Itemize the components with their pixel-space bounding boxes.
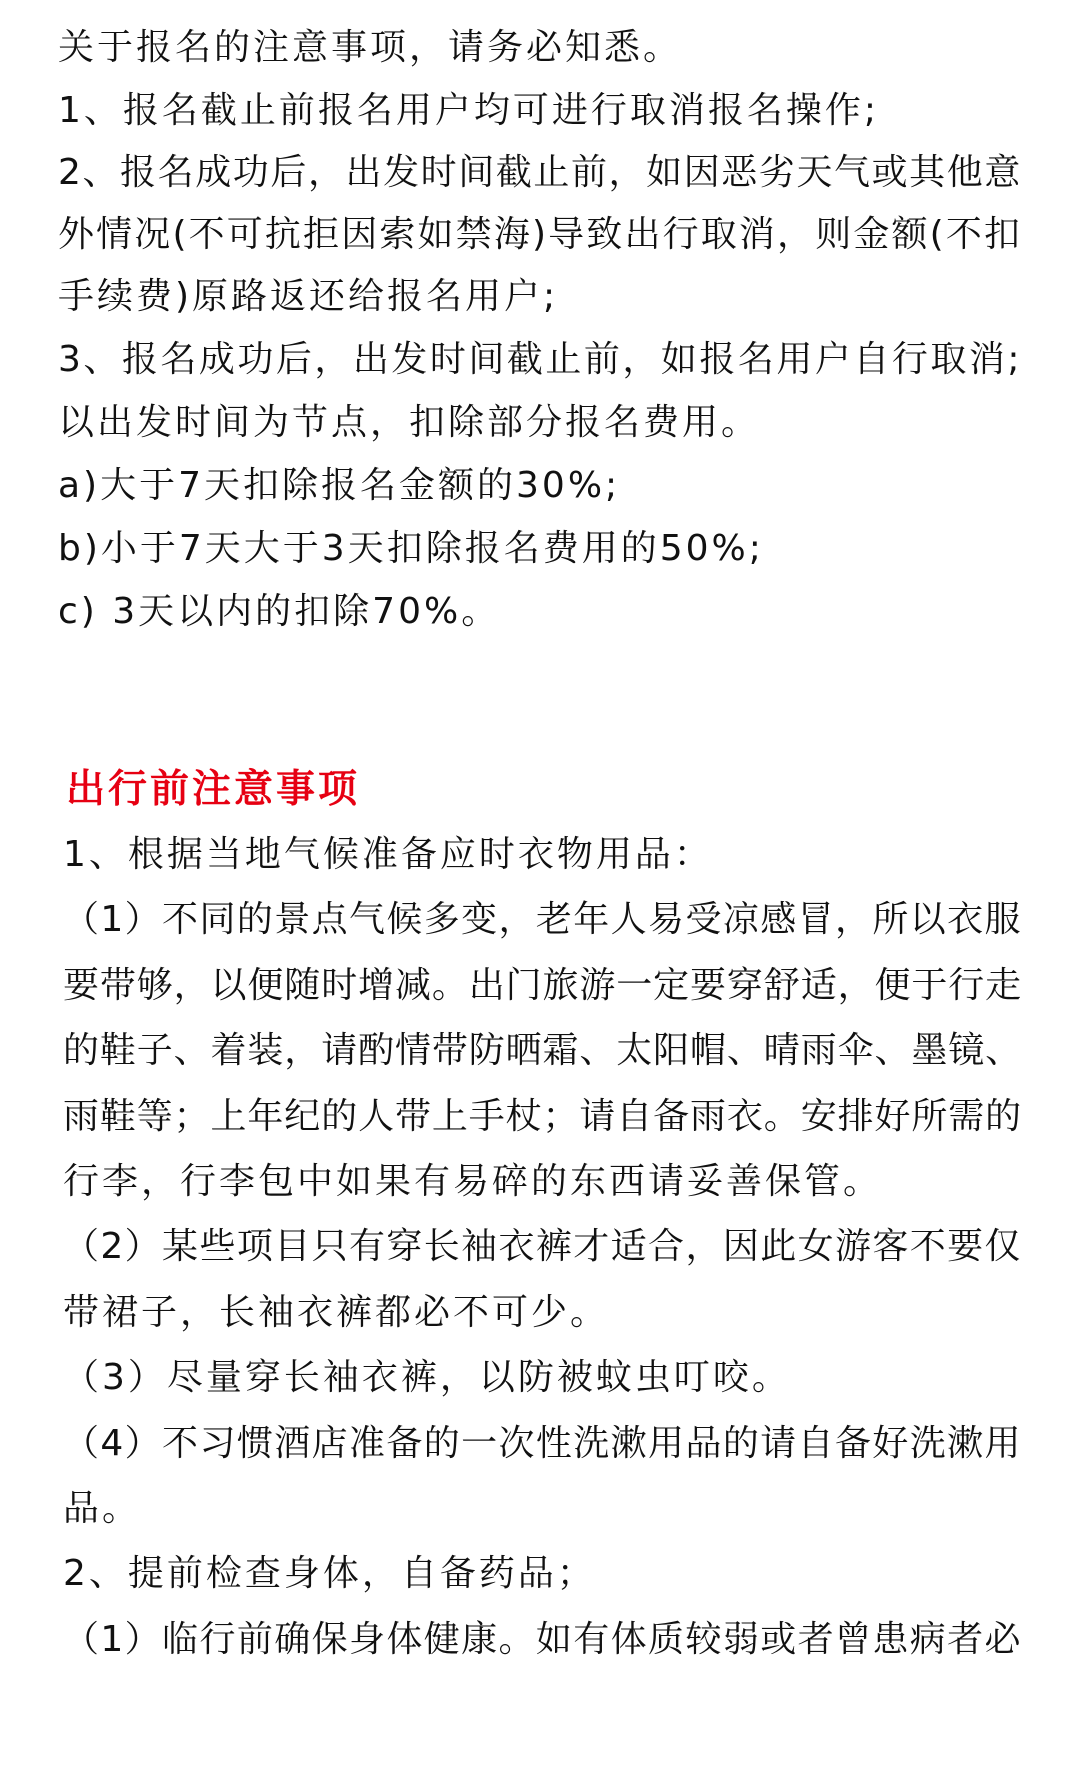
pre-trip-item-1-3: （3）尽量穿长袖衣裤，以防被蚊虫叮咬。 [63,1357,791,1398]
pre-trip-item-1-4-cont: 品。 [63,1488,142,1529]
registration-intro: 关于报名的注意事项，请务必知悉。 [58,27,683,68]
pre-trip-item-2-1: （1）临行前确保身体健康。如有体质较弱或者曾患病者必 [63,1619,1022,1660]
registration-rule-2-cont: 外情况(不可抗拒因索如禁海)导致出行取消，则金额(不扣 [58,214,1023,255]
registration-rule-2: 2、报名成功后，出发时间截止前，如因恶劣天气或其他意 [58,152,1022,193]
refund-tier-a: a)大于7天扣除报名金额的30%; [58,465,621,506]
pre-trip-item-1-1-cont: 要带够，以便随时增减。出门旅游一定要穿舒适，便于行走 [63,965,1023,1006]
pre-trip-item-1-1-cont: 的鞋子、着装，请酌情带防晒霜、太阳帽、晴雨伞、墨镜、 [63,1030,1023,1071]
pre-trip-item-1-2: （2）某些项目只有穿长袖衣裤才适合，因此女游客不要仅 [63,1226,1022,1267]
registration-rule-2-cont: 手续费)原路返还给报名用户; [58,276,559,317]
pre-trip-item-1: 1、根据当地气候准备应时衣物用品： [63,834,713,875]
refund-tier-c: c) 3天以内的扣除70%。 [58,591,501,632]
registration-rule-3-cont: 以出发时间为节点，扣除部分报名费用。 [58,402,761,443]
registration-rule-3: 3、报名成功后，出发时间截止前，如报名用户自行取消; [58,339,1023,380]
pre-trip-item-2: 2、提前检查身体，自备药品； [63,1553,596,1594]
registration-rule-1: 1、报名截止前报名用户均可进行取消报名操作; [58,90,880,131]
pre-trip-item-1-1-cont: 雨鞋等；上年纪的人带上手杖；请自备雨衣。安排好所需的 [63,1096,1023,1137]
pre-trip-item-1-4: （4）不习惯酒店准备的一次性洗漱用品的请自备好洗漱用 [63,1423,1022,1464]
pre-trip-item-1-2-cont: 带裙子，长袖衣裤都必不可少。 [63,1292,610,1333]
pre-trip-heading: 出行前注意事项 [66,767,361,812]
pre-trip-item-1-1-cont: 行李，行李包中如果有易碎的东西请妥善保管。 [63,1161,883,1202]
pre-trip-item-1-1: （1）不同的景点气候多变，老年人易受凉感冒，所以衣服 [63,899,1022,940]
refund-tier-b: b)小于7天大于3天扣除报名费用的50%; [58,528,764,569]
